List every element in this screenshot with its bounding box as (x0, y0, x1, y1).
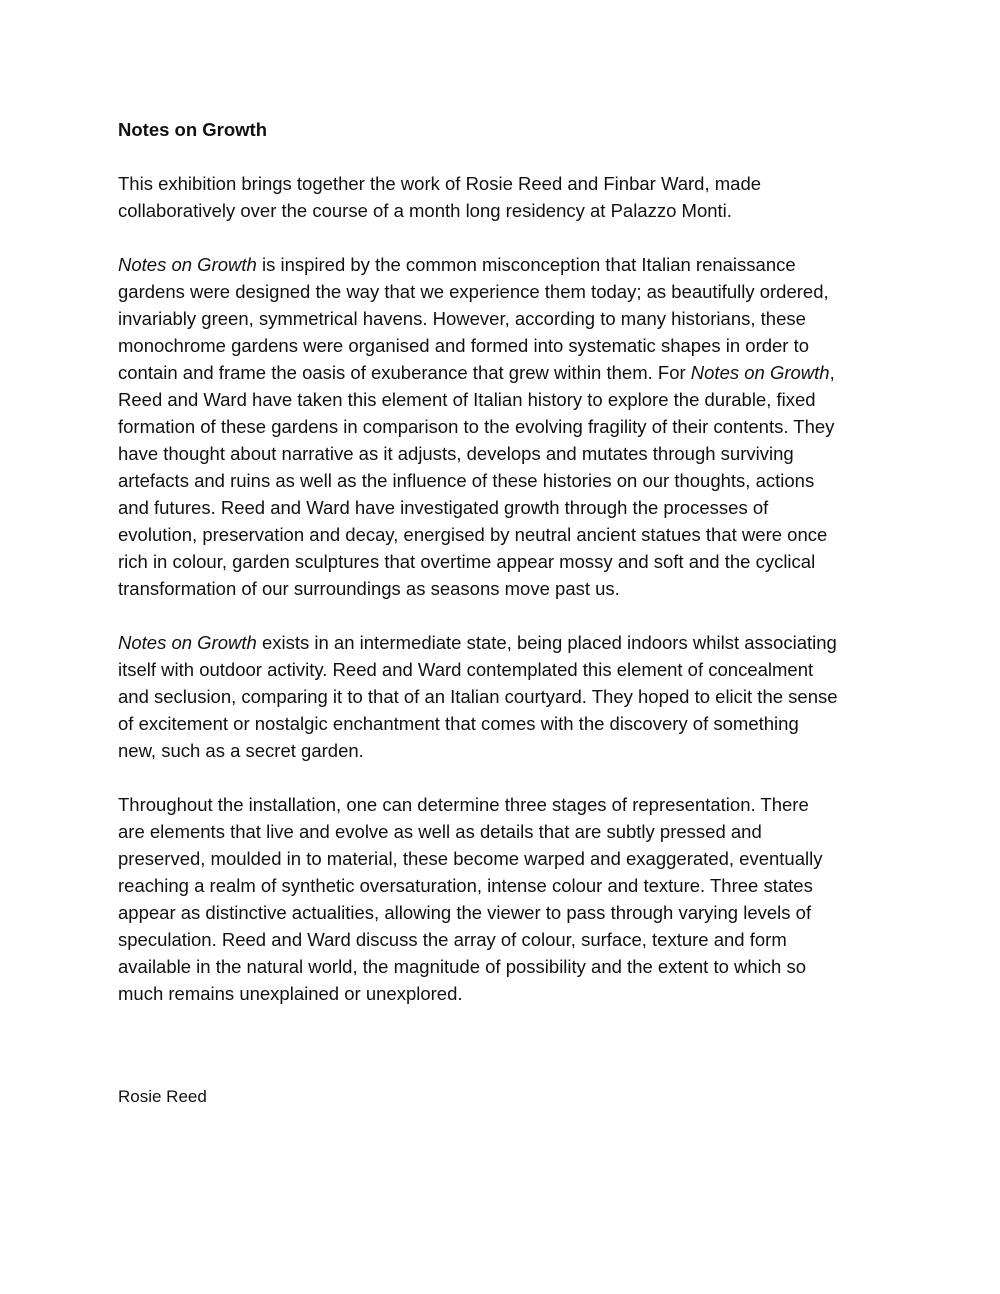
paragraph-line (118, 629, 898, 656)
body-text: reaching a realm of synthetic oversaturation, intense colour and texture. Three states (118, 875, 813, 896)
document-body (118, 116, 898, 1007)
body-text: collaboratively over the course of a month long residency at Palazzo Monti. (118, 200, 732, 221)
body-text: formation of these gardens in comparison to the evolving fragility of their contents. They (118, 416, 835, 437)
body-text: of excitement or nostalgic enchantment that comes with the discovery of something (118, 713, 799, 734)
paragraph-line (118, 926, 898, 953)
paragraph-line (118, 413, 898, 440)
body-text: is inspired by the common misconception that Italian renaissance (256, 254, 796, 275)
body-text: and futures. Reed and Ward have investigated growth through the processes of (118, 497, 769, 518)
body-text: available in the natural world, the magnitude of possibility and the extent to which so (118, 956, 806, 977)
body-text: artefacts and ruins as well as the influence of these histories on our thoughts, actions (118, 470, 815, 491)
body-text: much remains unexplained or unexplored. (118, 983, 463, 1004)
paragraph-line (118, 305, 898, 332)
paragraph-line (118, 440, 898, 467)
paragraph (118, 791, 898, 1007)
paragraph-line (118, 521, 898, 548)
body-text: have thought about narrative as it adjusts, develops and mutates through surviving (118, 443, 794, 464)
paragraph-line (118, 170, 898, 197)
body-text: transformation of our surroundings as seasons move past us. (118, 578, 620, 599)
body-text: This exhibition brings together the work of Rosie Reed and Finbar Ward, made (118, 173, 762, 194)
paragraph-line (118, 656, 898, 683)
paragraph-line (118, 818, 898, 845)
body-text: speculation. Reed and Ward discuss the array of colour, surface, texture and form (118, 929, 787, 950)
body-text: gardens were designed the way that we experience them today; as beautifully ordered, (118, 281, 829, 302)
body-text: Reed and Ward have taken this element of Italian history to explore the durable, fixed (118, 389, 816, 410)
body-text: and seclusion, comparing it to that of an Italian courtyard. They hoped to elicit the sense (118, 686, 838, 707)
paragraph-line (118, 197, 898, 224)
paragraph-line (118, 251, 898, 278)
italic-title-text: Notes on Growth (690, 362, 830, 383)
body-text: monochrome gardens were organised and formed into systematic shapes in order to (118, 335, 810, 356)
paragraph-line (118, 899, 898, 926)
paragraph-line (118, 467, 898, 494)
paragraph-line (118, 872, 898, 899)
author-signature: Rosie Reed (118, 1087, 207, 1106)
italic-title-text: Notes on Growth (118, 632, 257, 653)
paragraph (118, 170, 898, 224)
paragraph-line (118, 980, 898, 1007)
body-text: preserved, moulded in to material, these become warped and exaggerated, eventually (118, 848, 823, 869)
paragraph-line (118, 332, 898, 359)
body-text: Throughout the installation, one can determine three stages of representation. There (118, 794, 809, 815)
paragraph-line (118, 548, 898, 575)
body-text: appear as distinctive actualities, allowing the viewer to pass through varying levels of (118, 902, 812, 923)
body-text: rich in colour, garden sculptures that overtime appear mossy and soft and the cyclical (118, 551, 816, 572)
paragraph-line (118, 278, 898, 305)
document-paragraphs (118, 170, 898, 1007)
paragraph-line (118, 791, 898, 818)
body-text: , (829, 362, 835, 383)
italic-title-text: Notes on Growth (118, 254, 257, 275)
paragraph-line (118, 953, 898, 980)
paragraph (118, 629, 898, 764)
paragraph-line (118, 737, 898, 764)
paragraph-line (118, 683, 898, 710)
paragraph (118, 251, 898, 602)
body-text: exists in an intermediate state, being placed indoors whilst associating (256, 632, 837, 653)
body-text: itself with outdoor activity. Reed and Ward contemplated this element of concealment (118, 659, 814, 680)
body-text: contain and frame the oasis of exuberance that grew within them. For (118, 362, 691, 383)
paragraph-line (118, 359, 898, 386)
body-text: new, such as a secret garden. (118, 740, 364, 761)
paragraph-line (118, 494, 898, 521)
body-text: evolution, preservation and decay, energised by neutral ancient statues that were once (118, 524, 828, 545)
body-text: invariably green, symmetrical havens. However, according to many historians, these (118, 308, 806, 329)
paragraph-line (118, 710, 898, 737)
document-title: Notes on Growth (118, 119, 268, 140)
body-text: are elements that live and evolve as well as details that are subtly pressed and (118, 821, 762, 842)
paragraph-line (118, 386, 898, 413)
paragraph-line (118, 575, 898, 602)
paragraph-line (118, 845, 898, 872)
